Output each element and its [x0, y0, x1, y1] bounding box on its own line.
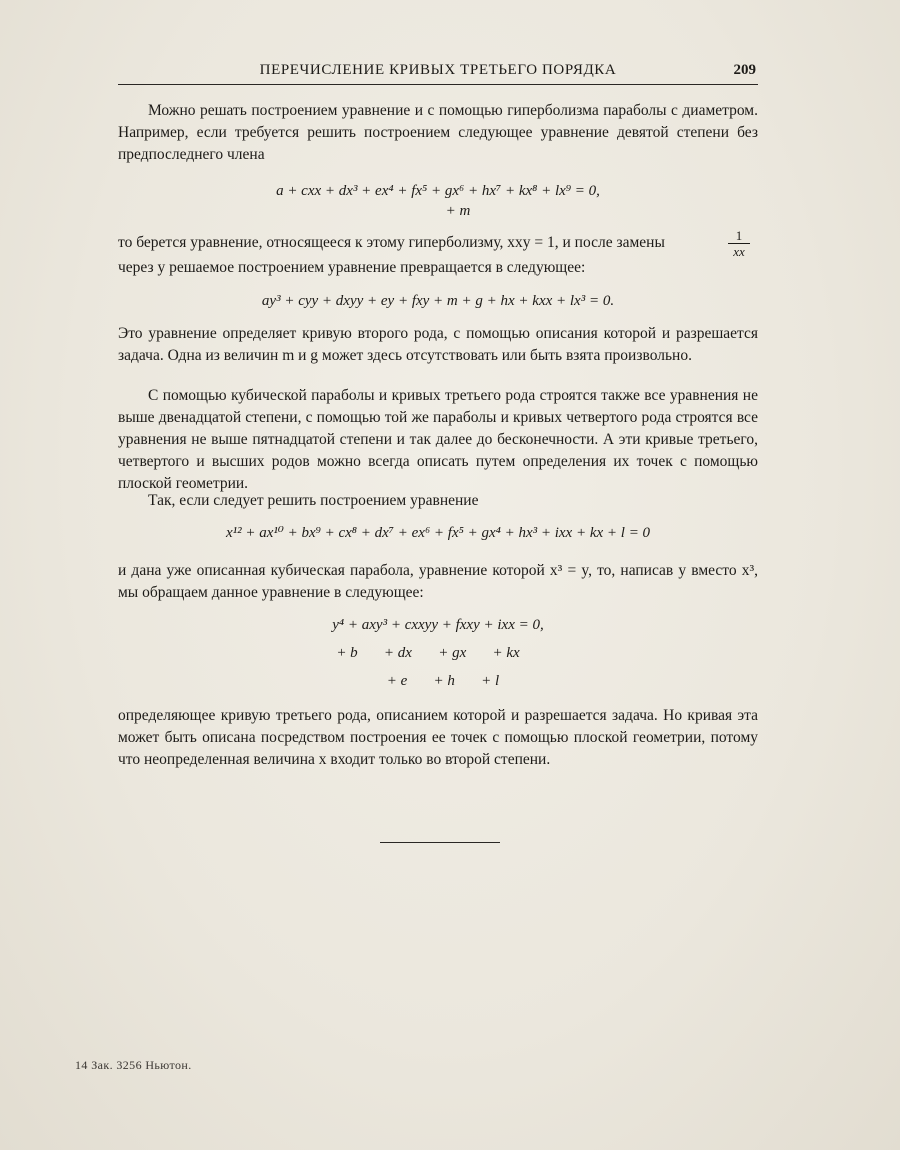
paragraph-3: через y решаемое построением уравнение превращается в следующее:: [118, 259, 586, 276]
paragraph-1: Можно решать построением уравнение и с помощью гиперболизма параболы с диаметром. Например, если требуется решить построением следующее уравнение девятой степени без предпоследнего члена: [118, 102, 758, 163]
equation-2: ay³ + cyy + dxyy + ey + fxy + m + g + hx + kxx + lx³ = 0.: [261, 293, 615, 309]
equation-4-line-2: + b + dx + gx + kx: [336, 645, 520, 661]
running-title: ПЕРЕЧИСЛЕНИЕ КРИВЫХ ТРЕТЬЕГО ПОРЯДКА: [259, 62, 617, 78]
page-number: 209: [733, 62, 756, 78]
equation-1-line-1: a + cxx + dx³ + ex⁴ + fx⁵ + gx⁶ + hx⁷ + kx⁸ + lx⁹ = 0,: [276, 183, 600, 199]
equation-4-line-3: + e + h + l: [386, 673, 500, 689]
page-header: [118, 60, 758, 85]
paragraph-8: определяющее кривую третьего рода, описанием которой и разрешается задача. Но кривая эта может быть описана посредством построения ее точек с помощью плоской геометрии, потому что неопределенная величина x входит только во второй степени.: [118, 707, 758, 768]
equation-4-line-1: y⁴ + axy³ + cxxyy + fxxy + ixx = 0,: [332, 617, 544, 633]
paragraph-7: и дана уже описанная кубическая парабола, уравнение которой x³ = y, то, написав y вместо x³, мы обращаем данное уравнение в следующее:: [118, 562, 758, 601]
fraction-numerator: 1: [728, 228, 750, 244]
equation-3: x¹² + ax¹⁰ + bx⁹ + cx⁸ + dx⁷ + ex⁶ + fx⁵ + gx⁴ + hx³ + ixx + kx + l = 0: [225, 525, 651, 541]
equation-1-line-2: + m: [445, 203, 471, 219]
section-divider: [380, 842, 500, 843]
paragraph-6: Так, если следует решить построением уравнение: [148, 492, 479, 509]
paragraph-5: С помощью кубической параболы и кривых третьего рода строятся также все уравнения не выше двенадцатой степени, с помощью той же параболы и кривых четвертого рода строятся все уравнения не выше пятнадцатой степени и так далее до бесконечности. А эти кривые третьего, четвертого и высших родов можно всегда описать путем определения их точек с помощью плоской геометрии.: [118, 387, 758, 492]
printer-imprint: 14 Зак. 3256 Ньютон.: [75, 1058, 192, 1072]
paragraph-4: Это уравнение определяет кривую второго рода, с помощью описания которой и разрешается задача. Одна из величин m и g может здесь отсутствовать или быть взята произвольно.: [118, 325, 758, 364]
fraction-denominator: xx: [733, 244, 745, 259]
fraction-one-over-xx: [728, 228, 750, 259]
paragraph-2: то берется уравнение, относящееся к этому гиперболизму, xxy = 1, и после замены: [118, 234, 665, 251]
